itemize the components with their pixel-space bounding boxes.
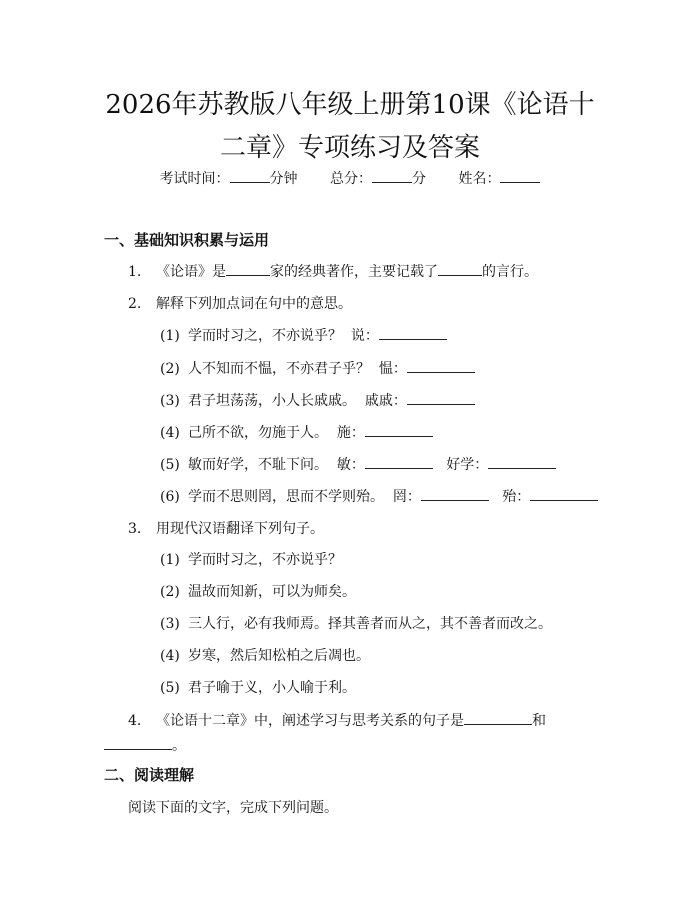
- name-blank: [500, 181, 540, 183]
- q2-6-blank-2: [530, 499, 598, 501]
- q2-5-blank-2: [488, 467, 556, 469]
- q4-blank-1: [464, 723, 532, 725]
- question-3: 3. 用现代汉语翻译下列句子。: [128, 521, 324, 537]
- q1-blank-2: [438, 274, 482, 276]
- q2-1-blank: [379, 338, 447, 340]
- q3-item-4: (4) 岁寒，然后知松柏之后凋也。: [160, 648, 370, 664]
- question-4: 4. 《论语十二章》中，阐述学习与思考关系的句子是 和: [128, 713, 546, 729]
- section-heading-2: 二、阅读理解: [104, 766, 195, 784]
- question-4-continued: 。: [104, 735, 186, 755]
- question-1: 1. 《论语》是 家的经典著作，主要记载了 的言行。: [128, 264, 538, 280]
- q2-item-2: (2) 人不知而不愠，不亦君子乎？ 愠：: [160, 358, 475, 378]
- q3-item-3: (3) 三人行，必有我师焉。择其善者而从之，其不善者而改之。: [160, 616, 552, 632]
- title-line-1: 2026年苏教版八年级上册第10课《论语十: [105, 90, 595, 120]
- q2-item-1: (1) 学而时习之，不亦说乎？ 说：: [160, 325, 447, 345]
- student-name-field: 姓名：: [458, 171, 540, 187]
- q2-2-blank: [407, 371, 475, 373]
- total-score-field: 总分： 分: [330, 171, 426, 187]
- q2-item-4: (4) 己所不欲，勿施于人。 施：: [160, 422, 433, 442]
- q2-5-blank-1: [365, 467, 433, 469]
- reading-instructions: 阅读下面的文字，完成下列问题。: [128, 800, 338, 816]
- q3-item-1: (1) 学而时习之，不亦说乎？: [160, 552, 342, 568]
- page-title: [60, 84, 640, 170]
- score-blank: [372, 181, 412, 183]
- question-2: 2. 解释下列加点词在句中的意思。: [128, 296, 352, 312]
- q2-item-3: (3) 君子坦荡荡，小人长戚戚。 戚戚：: [160, 390, 475, 410]
- section-heading-1: 一、基础知识积累与运用: [104, 231, 270, 249]
- q2-item-6: (6) 学而不思则罔，思而不学则殆。 罔： 殆：: [160, 486, 598, 506]
- q3-item-2: (2) 温故而知新，可以为师矣。: [160, 584, 356, 600]
- title-line-2: 二章》专项练习及答案: [219, 133, 480, 163]
- q3-item-5: (5) 君子喻于义，小人喻于利。: [160, 680, 356, 696]
- exam-time-field: 考试时间： 分钟: [159, 171, 298, 187]
- q4-blank-2: [104, 748, 172, 750]
- q2-4-blank: [365, 435, 433, 437]
- exam-info-line: [0, 168, 700, 188]
- q1-blank-1: [226, 274, 270, 276]
- q2-6-blank-1: [421, 499, 489, 501]
- time-blank: [230, 181, 270, 183]
- q2-item-5: (5) 敏而好学，不耻下问。 敏： 好学：: [160, 454, 556, 474]
- q2-3-blank: [407, 403, 475, 405]
